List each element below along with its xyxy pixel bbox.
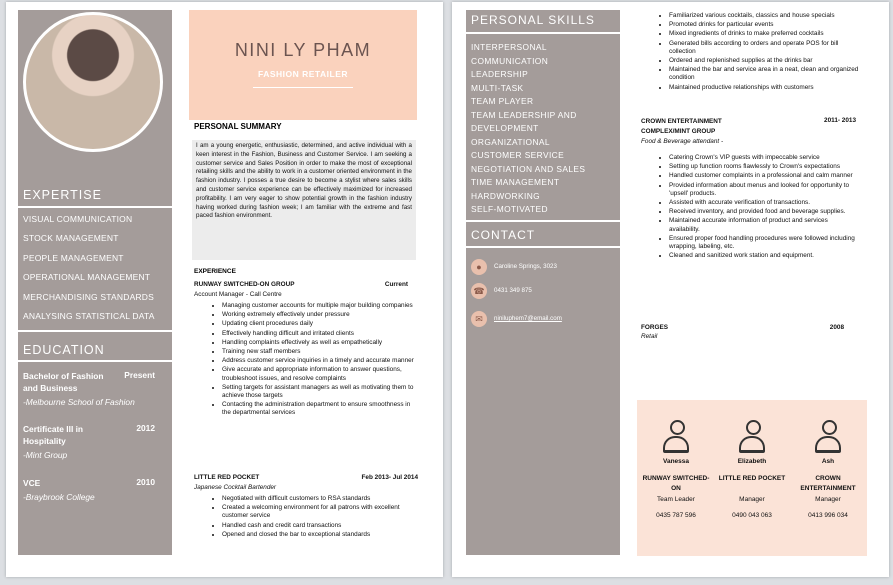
job-date: 2011- 2013: [824, 117, 856, 124]
envelope-icon: ✉: [471, 311, 487, 327]
job-duties: [641, 154, 856, 260]
education-year: Present: [124, 370, 155, 380]
expertise-item: STOCK MANAGEMENT: [23, 233, 119, 244]
job-duty: • Cleaned and sanitized work station and equipment.: [669, 252, 856, 260]
expertise-heading: EXPERTISE: [23, 188, 102, 202]
education-entry: [23, 370, 163, 407]
education-degree: VCE: [23, 478, 41, 488]
contact-divider: [466, 246, 620, 248]
job-company: FORGES: [641, 324, 668, 331]
references-box: [637, 400, 867, 556]
reference-card: [790, 420, 866, 519]
job-duty: • Handled cash and credit card transactions: [222, 522, 418, 530]
reference-title: Team Leader: [657, 496, 695, 503]
reference-phone: 0435 787 596: [656, 512, 696, 519]
education-divider: [18, 360, 172, 362]
job-title: Retail: [641, 333, 658, 340]
contact-address: [471, 259, 616, 277]
skill-item: LEADERSHIP: [471, 69, 529, 79]
full-name: NINI LY PHAM: [234, 40, 372, 60]
phone-icon: ☎: [471, 283, 487, 299]
job-duty: • Contacting the administration department to ensure smoothness in the departmental services: [222, 401, 418, 417]
expertise-item: MERCHANDISING STANDARDS: [23, 291, 155, 302]
education-entry: [23, 477, 163, 502]
skills-divider: [466, 32, 620, 34]
job-header: [194, 474, 418, 481]
reference-card: [638, 420, 714, 519]
education-school: -Melbourne School of Fashion: [23, 397, 135, 407]
job-duty: • Catering Crown's VIP guests with impeccable service: [669, 154, 856, 162]
education-degree: Certificate III in Hospitality: [23, 424, 84, 446]
contact-phone: [471, 283, 616, 301]
expertise-item: PEOPLE MANAGEMENT: [23, 252, 124, 263]
job-company: RUNWAY SWITCHED-ON GROUP: [194, 281, 295, 288]
job-duty: • Negotiated with difficult customers to RSA standards: [222, 495, 418, 503]
skill-item: SELF-MOTIVATED: [471, 204, 548, 214]
job-duty: • Ensured proper food handling procedures were followed including wrapping, labeling, etc.: [669, 235, 856, 251]
skill-item: TIME MANAGEMENT: [471, 177, 560, 187]
job-duty: • Familiarized various cocktails, classics and house specials: [669, 12, 865, 20]
job-title: Japanese Cocktail Bartender: [194, 484, 277, 491]
reference-name: Vanessa: [662, 458, 690, 465]
skill-item: HARDWORKING: [471, 190, 541, 201]
job-duty: • Training new staff members: [222, 348, 418, 356]
education-degree: Bachelor of Fashion and Business: [23, 371, 104, 393]
reference-name: Ash: [821, 458, 835, 465]
job-duty: • Promoted drinks for particular events: [669, 21, 865, 29]
job-title: Account Manager - Call Centre: [194, 291, 282, 298]
job-duty: • Handled customer complaints in a professional and calm manner: [669, 172, 856, 180]
expertise-divider: [18, 206, 172, 208]
expertise-item: OPERATIONAL MANAGEMENT: [23, 272, 151, 283]
education-year: 2010: [136, 477, 155, 487]
job-duty: • Maintained accurate information of product and services availability.: [669, 217, 856, 233]
job-entry: [194, 474, 418, 540]
job-company: CROWN ENTERTAINMENT COMPLEX/MINT GROUP: [641, 118, 722, 135]
right-page-sidebar: [466, 10, 620, 555]
education-entry: [23, 423, 163, 460]
reference-company: CROWN ENTERTAINMENT: [800, 475, 856, 492]
job-duty: • Managing customer accounts for multiple major building companies: [222, 302, 418, 310]
job-continuation: [641, 12, 865, 93]
job-header: [194, 281, 418, 288]
expertise-bottom-divider: [18, 330, 172, 332]
reference-title: Manager: [739, 496, 765, 503]
job-duty: • Setting up function rooms flawlessly to Crown's expectations: [669, 163, 856, 171]
job-entry: [194, 281, 418, 419]
job-duty: • Generated bills according to orders and operate POS for bill collection: [669, 40, 865, 56]
job-duty: • Mixed ingredients of drinks to make preferred cocktails: [669, 30, 865, 38]
job-entry: [641, 324, 844, 340]
skill-item: TEAM LEADERSHIP AND DEVELOPMENT: [471, 109, 577, 133]
contact-heading: CONTACT: [471, 228, 536, 242]
address-text: Caroline Springs, 3023: [494, 263, 557, 270]
skill-item: NEGOTIATION AND SALES: [471, 163, 586, 174]
skill-item: ORGANIZATIONAL: [471, 136, 550, 147]
left-sidebar: [18, 10, 172, 555]
expertise-item: ANALYSING STATISTICAL DATA: [23, 311, 155, 322]
job-duty: • Setting targets for assistant managers as well as motivating them to achieve those targets: [222, 384, 418, 400]
job-date: 2008: [829, 324, 844, 331]
skill-item: TEAM PLAYER: [471, 96, 534, 106]
job-duty: • Maintained the bar and service area in a neat, clean and organized condition: [669, 66, 865, 82]
job-duty: • Ordered and replenished supplies at the drinks bar: [669, 57, 865, 65]
job-duty: • Created a welcoming environment for all patrons with excellent customer service: [222, 504, 418, 520]
email-link[interactable]: niniluphem7@email.com: [494, 315, 562, 322]
summary-text: I am a young energetic, enthusiastic, determined, and active individual with a keen interest in the Fashion, Business and Customer Service. I am seeking a customer service and Sales Position in order to make the most of exceptional retailing skills and the ability to work in a customer oriented environment in the fashion industry. I posses a true desire to become a stylist where sales skills and customer service experience can be effectively maximized for increased profitability. I am very eager to show potential growth in the fashion industry having worked during fashion week; I am familiar with the extreme and fast paced fashion environment.: [192, 140, 416, 260]
job-date: Feb 2013- Jul 2014: [361, 474, 418, 481]
job-duty: • Maintained productive relationships with customers: [669, 84, 865, 92]
skill-item: INTERPERSONAL COMMUNICATION: [471, 42, 549, 66]
reference-company: LITTLE RED POCKET: [718, 475, 786, 482]
job-duties: [194, 495, 418, 539]
education-heading: EDUCATION: [23, 343, 105, 357]
job-duties: [194, 302, 418, 418]
education-school: -Braybrook College: [23, 492, 95, 502]
contact-email[interactable]: [471, 311, 616, 329]
job-duty: • Working extremely effectively under pressure: [222, 311, 418, 319]
skill-item: CUSTOMER SERVICE: [471, 150, 565, 160]
person-icon: [739, 420, 765, 454]
job-role: FASHION RETAILER: [257, 69, 348, 79]
job-duty: • Address customer service inquiries in a timely and accurate manner: [222, 357, 418, 365]
reference-name: Elizabeth: [737, 458, 767, 465]
job-title: Food & Beverage attendant -: [641, 138, 724, 145]
job-header: [641, 324, 844, 331]
education-year: 2012: [136, 423, 155, 433]
job-duty: • Received inventory, and provided food and beverage supplies.: [669, 208, 856, 216]
expertise-list: [23, 210, 155, 326]
job-entry: [641, 117, 856, 261]
phone-text: 0431 349 875: [494, 287, 532, 294]
job-company: LITTLE RED POCKET: [194, 474, 260, 481]
person-icon: [815, 420, 841, 454]
skills-heading: PERSONAL SKILLS: [471, 13, 595, 27]
job-duty: • Opened and closed the bar to exceptional standards: [222, 531, 418, 539]
name-header: [189, 10, 417, 120]
summary-heading: PERSONAL SUMMARY: [194, 122, 282, 131]
reference-phone: 0413 996 034: [808, 512, 848, 519]
reference-company: RUNWAY SWITCHED-ON: [642, 475, 710, 492]
reference-phone: 0490 043 063: [732, 512, 772, 519]
job-header: [641, 117, 856, 137]
reference-card: [714, 420, 790, 519]
job-duties: [641, 12, 865, 92]
skills-list: [471, 41, 585, 217]
person-icon: [663, 420, 689, 454]
education-school: -Mint Group: [23, 450, 68, 460]
resume-page-1: [6, 2, 443, 577]
skills-bottom-divider: [466, 220, 620, 222]
profile-photo: [23, 12, 163, 152]
job-duty: • Assisted with accurate verification of transactions.: [669, 199, 856, 207]
expertise-item: VISUAL COMMUNICATION: [23, 214, 133, 224]
skill-item: MULTI-TASK: [471, 82, 524, 93]
job-date: Current: [384, 281, 408, 288]
reference-title: Manager: [815, 496, 841, 503]
job-duty: • Provided information about menus and looked for opportunity to 'upsell' products.: [669, 182, 856, 198]
job-duty: • Updating client procedures daily: [222, 320, 418, 328]
location-pin-icon: ●: [471, 259, 487, 275]
experience-heading: EXPERIENCE: [194, 268, 236, 275]
resume-page-2: [452, 2, 889, 577]
header-divider: [253, 87, 353, 88]
job-duty: • Effectively handling difficult and irritated clients: [222, 330, 418, 338]
job-duty: • Give accurate and appropriate information to answer questions, troubleshoot issues, and resolve complaints: [222, 366, 418, 382]
job-duty: • Handling complaints effectively as well as empathetically: [222, 339, 418, 347]
